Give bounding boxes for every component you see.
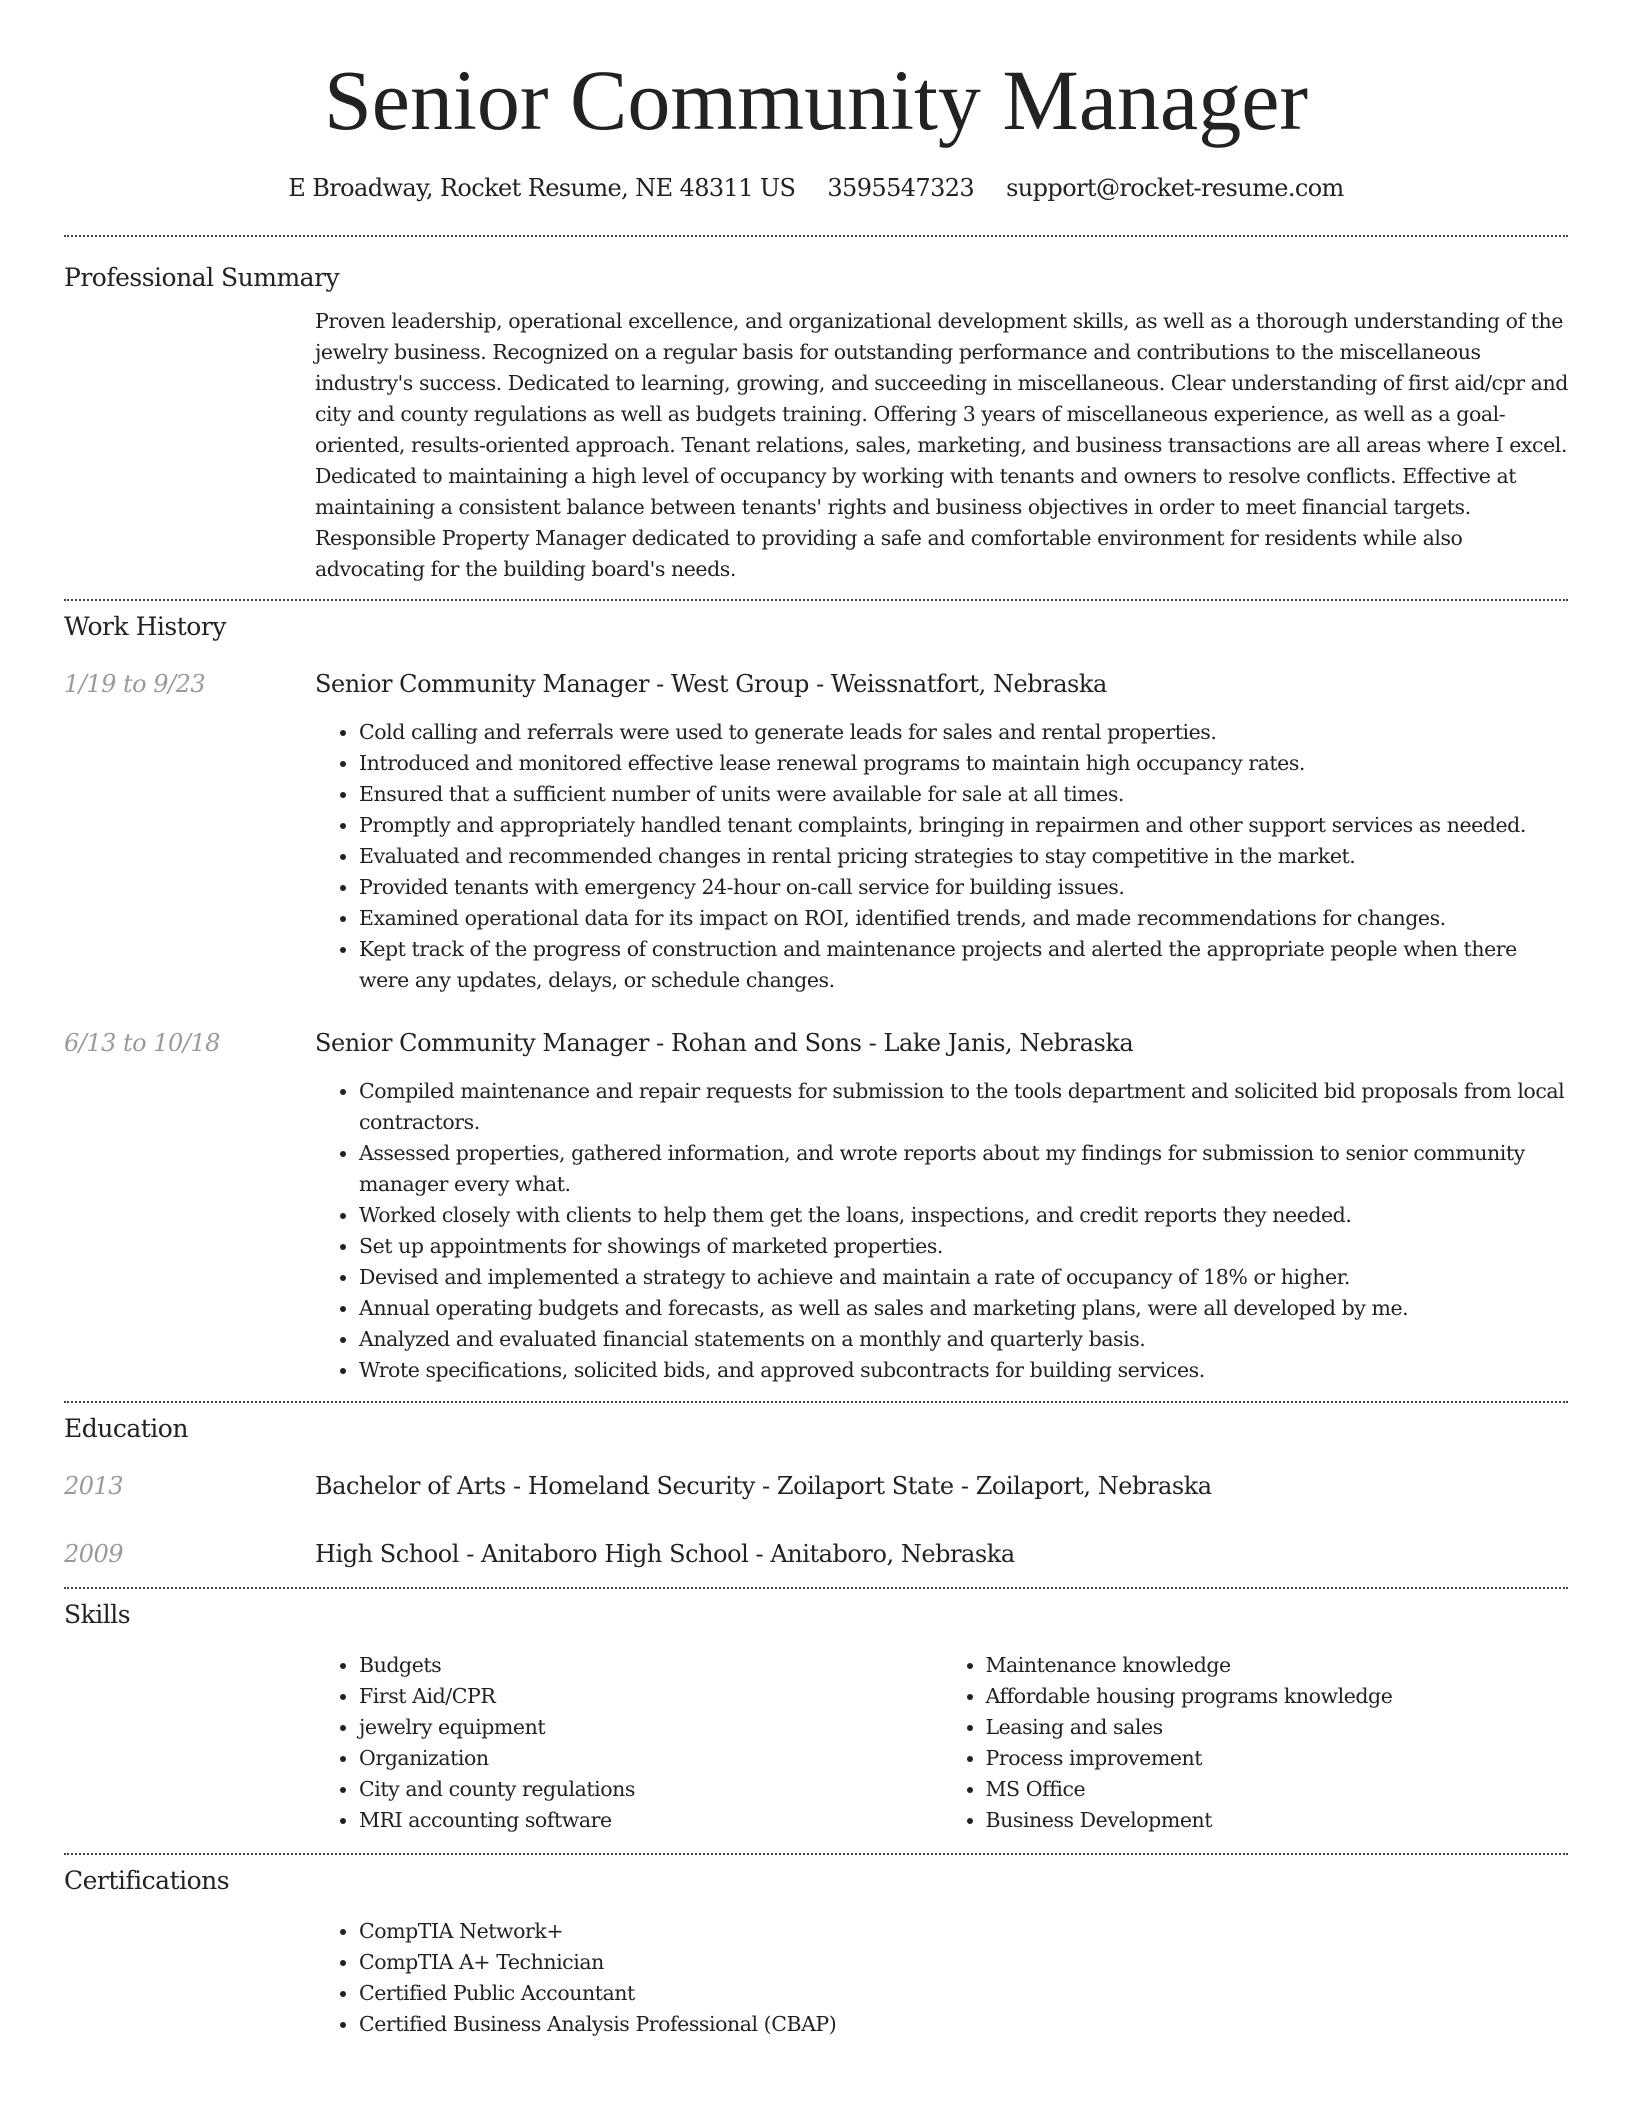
list-item: • Provided tenants with emergency 24-hour on-call service for building issues. <box>359 872 1568 903</box>
list-item: • Cold calling and referrals were used to generate leads for sales and rental properties. <box>359 717 1568 748</box>
skill-item: • First Aid/CPR <box>359 1681 942 1712</box>
education-entry <box>64 1539 1568 1569</box>
education-heading: High School - Anitaboro High School - Anitaboro, Nebraska <box>315 1540 1015 1568</box>
education-year: 2013 <box>64 1472 124 1500</box>
skill-item: • Affordable housing programs knowledge <box>986 1681 1569 1712</box>
job-entry <box>64 669 1568 699</box>
skills-list-left <box>315 1650 942 1836</box>
certification-item: • CompTIA A+ Technician <box>359 1947 1568 1978</box>
list-item: • Kept track of the progress of construction and maintenance projects and alerted the appropriate people when there were any updates, delays, or schedule changes. <box>359 934 1568 996</box>
contact-line <box>64 173 1568 203</box>
summary-section <box>64 237 1568 585</box>
education-section <box>64 1403 1568 1569</box>
education-heading: Bachelor of Arts - Homeland Security - Zoilaport State - Zoilaport, Nebraska <box>315 1472 1212 1500</box>
certification-item: • Certified Business Analysis Professional (CBAP) <box>359 2009 1568 2040</box>
job-dates: 1/19 to 9/23 <box>64 670 206 698</box>
certifications-list <box>315 1916 1568 2040</box>
skill-item: • Maintenance knowledge <box>986 1650 1569 1681</box>
section-title-summary: Professional Summary <box>64 263 340 292</box>
certification-item: • CompTIA Network+ <box>359 1916 1568 1947</box>
skill-item: • Business Development <box>986 1805 1569 1836</box>
section-title-skills: Skills <box>64 1600 131 1629</box>
skill-item: • MRI accounting software <box>359 1805 942 1836</box>
list-item: • Wrote specifications, solicited bids, and approved subcontracts for building services. <box>359 1355 1568 1386</box>
job-heading: Senior Community Manager - West Group - Weissnatfort, Nebraska <box>315 670 1107 698</box>
skills-list-right <box>942 1650 1569 1836</box>
resume-header <box>64 0 1568 203</box>
spacer <box>64 1916 315 2040</box>
skill-item: • MS Office <box>986 1774 1569 1805</box>
list-item: • Analyzed and evaluated financial statements on a monthly and quarterly basis. <box>359 1324 1568 1355</box>
list-item: • Annual operating budgets and forecasts, as well as sales and marketing plans, were all developed by me. <box>359 1293 1568 1324</box>
resume-page <box>64 0 1568 2040</box>
list-item: • Compiled maintenance and repair requests for submission to the tools department and solicited bid proposals from local contractors. <box>359 1076 1568 1138</box>
education-entry <box>64 1471 1568 1501</box>
skill-item: • Budgets <box>359 1650 942 1681</box>
list-item: • Devised and implemented a strategy to achieve and maintain a rate of occupancy of 18% or higher. <box>359 1262 1568 1293</box>
email: support@rocket-resume.com <box>1006 174 1344 202</box>
summary-spacer <box>64 306 315 585</box>
certifications-section <box>64 1855 1568 2040</box>
spacer <box>64 717 315 996</box>
list-item: • Assessed properties, gathered information, and wrote reports about my findings for submission to senior community manager every what. <box>359 1138 1568 1200</box>
skill-item: • Process improvement <box>986 1743 1569 1774</box>
list-item: • Evaluated and recommended changes in rental pricing strategies to stay competitive in the market. <box>359 841 1568 872</box>
spacer <box>64 1650 315 1836</box>
work-section <box>64 601 1568 1386</box>
job-dates: 6/13 to 10/18 <box>64 1029 220 1057</box>
summary-text: Proven leadership, operational excellence, and organizational development skills, as well as a thorough understanding of the jewelry business. Recognized on a regular basis for outstanding performance and contributions to the miscellaneous industry's success. Dedicated to learning, growing, and succeeding in miscellaneous. Clear understanding of first aid/cpr and city and county regulations as well as budgets training. Offering 3 years of miscellaneous experience, as well as a goal-oriented, results-oriented approach. Tenant relations, sales, marketing, and business transactions are all areas where I excel. Dedicated to maintaining a high level of occupancy by working with tenants and owners to resolve conflicts. Effective at maintaining a consistent balance between tenants' rights and business objectives in order to meet financial targets. Responsible Property Manager dedicated to providing a safe and comfortable environment for residents while also advocating for the building board's needs. <box>315 309 1568 581</box>
skill-item: • City and county regulations <box>359 1774 942 1805</box>
section-title-certifications: Certifications <box>64 1866 230 1895</box>
list-item: • Worked closely with clients to help them get the loans, inspections, and credit reports they needed. <box>359 1200 1568 1231</box>
skill-item: • jewelry equipment <box>359 1712 942 1743</box>
list-item: • Promptly and appropriately handled tenant complaints, bringing in repairmen and other support services as needed. <box>359 810 1568 841</box>
skill-item: • Leasing and sales <box>986 1712 1569 1743</box>
list-item: • Examined operational data for its impact on ROI, identified trends, and made recommendations for changes. <box>359 903 1568 934</box>
job-heading: Senior Community Manager - Rohan and Sons - Lake Janis, Nebraska <box>315 1029 1134 1057</box>
phone: 3595547323 <box>827 174 975 202</box>
section-title-work: Work History <box>64 612 226 641</box>
list-item: • Introduced and monitored effective lease renewal programs to maintain high occupancy rates. <box>359 748 1568 779</box>
list-item: • Ensured that a sufficient number of units were available for sale at all times. <box>359 779 1568 810</box>
list-item: • Set up appointments for showings of marketed properties. <box>359 1231 1568 1262</box>
section-title-education: Education <box>64 1414 188 1443</box>
job-bullets <box>315 717 1568 996</box>
job-bullets <box>315 1076 1568 1386</box>
spacer <box>64 1076 315 1386</box>
skills-section <box>64 1589 1568 1836</box>
address: E Broadway, Rocket Resume, NE 48311 US <box>288 174 796 202</box>
skill-item: • Organization <box>359 1743 942 1774</box>
education-year: 2009 <box>64 1540 124 1568</box>
certification-item: • Certified Public Accountant <box>359 1978 1568 2009</box>
candidate-name: Senior Community Manager <box>323 52 1309 148</box>
job-entry <box>64 1028 1568 1058</box>
